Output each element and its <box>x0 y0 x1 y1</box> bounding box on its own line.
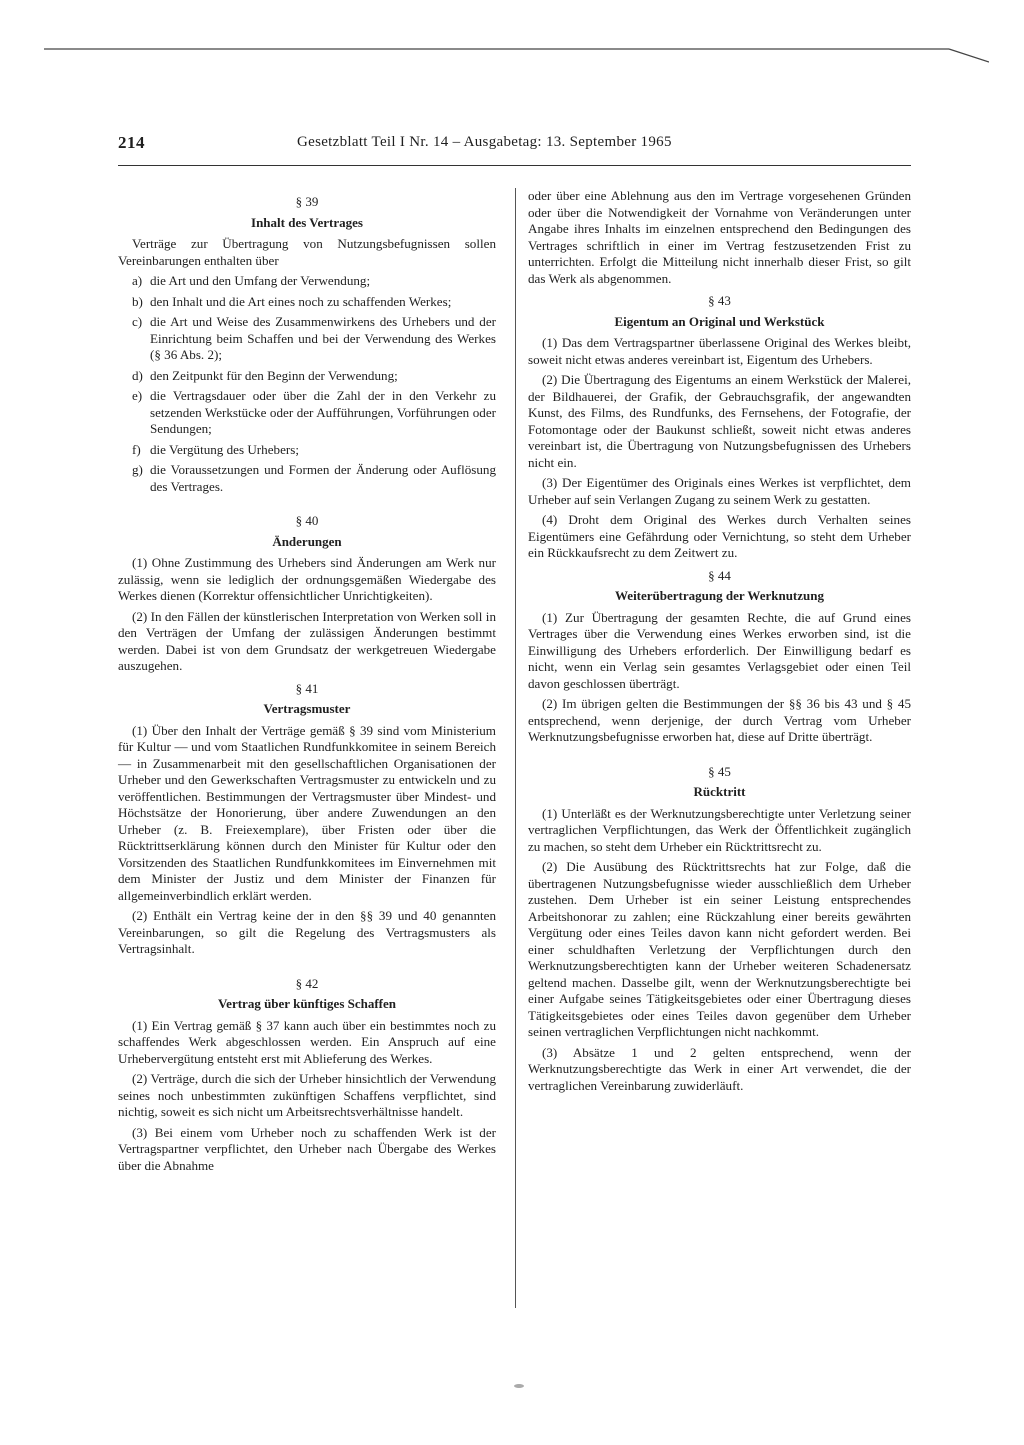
paragraph: (2) Die Übertragung des Eigentums an einem Werkstück der Malerei, der Bildhauerei, der Grafik, der Gebrauchsgrafik, der angewandten Kunst, des Films, des Rundfunks, des Fernsehens, der Fotografie, der Fotomontage oder der Baukunst schließt, soweit nicht etwas anderes vereinbart ist, die Übertragung von Nutzungsbefugnissen des Urhebers nicht ein. <box>528 372 911 470</box>
section-number: § 39 <box>295 194 319 209</box>
header-title: Gesetzblatt Teil I Nr. 14 – Ausgabetag: 13. September 1965 <box>297 134 672 150</box>
paragraph: (1) Zur Übertragung der gesamten Rechte, die auf Grund eines Vertrages über die Verwendung eines Werkes erworben sind, ist die Einwilligung des Urhebers erforderlich. Der Einwilligung bedarf es nicht, wenn ein Verlag sein gesamtes Verlagsgebiet oder einen Teil davon geschlossen überträgt. <box>528 609 911 691</box>
section-title: Rücktritt <box>693 784 746 799</box>
paragraph: Verträge zur Übertragung von Nutzungsbefugnissen sollen Vereinbarungen enthalten über <box>118 236 496 268</box>
section-title: Weiterübertragung der Werknutzung <box>615 588 824 603</box>
section-number: § 43 <box>708 293 731 308</box>
list-item: d) den Zeitpunkt für den Beginn der Verwendung; <box>132 367 398 383</box>
paragraph: (1) Ohne Zustimmung des Urhebers sind Änderungen am Werk nur zulässig, wenn sie lediglich der ordnungsgemäßen Wiedergabe des Werkes dienen (Korrektur offensichtlicher Unrichtigkeiten). <box>118 555 496 603</box>
section-title: Änderungen <box>272 533 342 549</box>
list-item: c) die Art und Weise des Zusammenwirkens des Urhebers und der Einrichtung beim Schaffen und bei der Verwendung des Werkes (§ 36 Abs. 2); <box>132 314 496 362</box>
paragraph: (2) Die Ausübung des Rücktrittsrechts hat zur Folge, daß die übertragenen Nutzungsbefugnisse wieder ausschließlich dem Urheber zustehen. Dem Urheber ist ein seiner Leistung entsprechendes Arbeitshonorar zu zahlen; eine Rückzahlung einer bereits gewährten Vergütung oder eines Teiles davon kann nicht gefordert werden. Bei einer schuldhaften Verletzung der Verpflichtungen durch den Werknutzungsberechtigten kann der Urheber weiteren Schadenersatz geltend machen. Dasselbe gilt, wenn der Werknutzungsberechtigte bei einer Aufgabe seines Tätigkeitsgebietes oder einer Übertragung dieses Tätigkeitsgebietes oder eines Teiles davon gegenüber dem Urheber seinen vertraglichen Verpflichtungen nicht nachkommt. <box>528 859 911 1039</box>
page-number: 214 <box>118 133 145 152</box>
section-number: § 44 <box>708 567 731 583</box>
list-item: g) die Voraussetzungen und Formen der Änderung oder Auflösung des Vertrages. <box>132 462 496 494</box>
page-edge-line <box>44 46 989 64</box>
paragraph: (1) Über den Inhalt der Verträge gemäß § 39 sind vom Ministerium für Kultur — und vom Staatlichen Rundfunkkomitee in seinem Bereich — in Zusammenarbeit mit den gesellschaftlichen Organisationen der Urheber und den Gewerkschaften Vertragsmuster zu entwickeln und zu veröffentlichen. Bestimmungen der Vertragsmuster über Mindest- und Höchstsätze der Honorierung, über andere Zuwendungen an den Urheber (z. B. Freiexemplare), über Fristen oder über die Rücktrittserklärung können durch den Minister für Kultur oder den Vorsitzenden des Staatlichen Rundfunkkomitees im Einvernehmen mit dem Minister der Justiz und dem Minister der Finanzen für allgemeinverbindlich erklärt werden. <box>118 722 496 903</box>
page-header <box>118 133 914 159</box>
list-item: b) den Inhalt und die Art eines noch zu schaffenden Werkes; <box>132 293 452 309</box>
paragraph: oder über eine Ablehnung aus den im Vertrage vorgesehenen Gründen oder über die Notwendigkeit der Vornahme von Veränderungen unter Angabe ihres Inhalts im einzelnen entsprechend den Bedingungen des Vertrages schriftlich in einer im Vertrag festzusetzenden Frist zu unterrichten. Erfolgt die Mitteilung nicht innerhalb dieser Frist, so gilt das Werk als abgenommen. <box>528 188 911 286</box>
header-rule <box>118 165 911 166</box>
section-title: Vertragsmuster <box>263 701 351 716</box>
column-divider <box>515 188 516 1308</box>
paragraph: (2) Verträge, durch die sich der Urheber hinsichtlich der Verwendung seines noch unbestimmten zukünftigen Schaffens verpflichtet, sind nichtig, soweit es sich nicht um Arbeitsrechtsverhältnisse handelt. <box>118 1071 496 1119</box>
paragraph: (4) Droht dem Original des Werkes durch Verhalten seines Eigentümers eine Gefährdung oder Vernichtung, so steht dem Urheber ein Rückkaufsrecht zu dem Zeitwert zu. <box>528 512 911 560</box>
paragraph: (2) Im übrigen gelten die Bestimmungen der §§ 36 bis 43 und § 45 entsprechend, wenn derjenige, der durch Vertrag vom Urheber Werknutzungsbefugnisse erworben hat, diese auf Dritte überträgt. <box>528 696 911 744</box>
section-number: § 42 <box>295 975 319 991</box>
right-column <box>528 188 911 1098</box>
paragraph: (1) Das dem Vertragspartner überlassene Original des Werkes bleibt, soweit nicht etwas anderes vereinbart ist, Eigentum des Urhebers. <box>528 335 911 367</box>
list-item: a) die Art und den Umfang der Verwendung; <box>132 273 371 288</box>
paragraph: (3) Der Eigentümer des Originals eines Werkes ist verpflichtet, dem Urheber auf sein Verlangen Zugang zu seinem Werk zu gestatten. <box>528 475 911 507</box>
section-number: § 45 <box>708 763 731 779</box>
section-number: § 40 <box>295 513 319 528</box>
paragraph: (3) Bei einem vom Urheber noch zu schaffenden Werk ist der Vertragspartner verpflichtet, den Urheber nach Übergabe des Werkes über die Abnahme <box>118 1124 496 1173</box>
list-item: e) die Vertragsdauer oder über die Zahl der in den Verkehr zu setzenden Werkstücke oder der Aufführungen, Vorführungen oder Sendungen; <box>132 388 496 436</box>
paragraph: (1) Unterläßt es der Werknutzungsberechtigte unter Verletzung seiner vertraglichen Verpflichtungen, das Werk der Öffentlichkeit zugänglich zu machen, so steht dem Urheber ein Rücktrittsrecht zu. <box>528 805 911 854</box>
section-number: § 41 <box>295 680 319 696</box>
paragraph: (1) Ein Vertrag gemäß § 37 kann auch über ein bestimmtes noch zu schaffendes Werk abgeschlossen werden. Ein Anspruch auf eine Urhebervergütung entsteht erst mit Ablieferung des Werkes. <box>118 1017 496 1066</box>
paragraph: (2) Enthält ein Vertrag keine der in den §§ 39 und 40 genannten Vereinbarungen, so gilt die Regelung des Vertragsmusters als Vertragsinhalt. <box>118 908 496 956</box>
section-title: Eigentum an Original und Werkstück <box>614 313 825 329</box>
list-item: f) die Vergütung des Urhebers; <box>132 441 299 457</box>
section-title: Vertrag über künftiges Schaffen <box>217 996 397 1011</box>
section-title: Inhalt des Vertrages <box>251 214 363 230</box>
left-column <box>118 188 496 1178</box>
paragraph: (3) Absätze 1 und 2 gelten entsprechend, wenn der Werknutzungsberechtigte das Werk in einer Art verwendet, die der vertraglichen Vereinbarung zuwiderläuft. <box>528 1044 911 1093</box>
scan-speck <box>512 1382 526 1390</box>
paragraph: (2) In den Fällen der künstlerischen Interpretation von Werken soll in den Verträgen der Umfang der zulässigen Änderungen bestimmt werden. Dabei ist von dem Grundsatz der werkgetreuen Wiedergabe auszugehen. <box>118 608 496 673</box>
